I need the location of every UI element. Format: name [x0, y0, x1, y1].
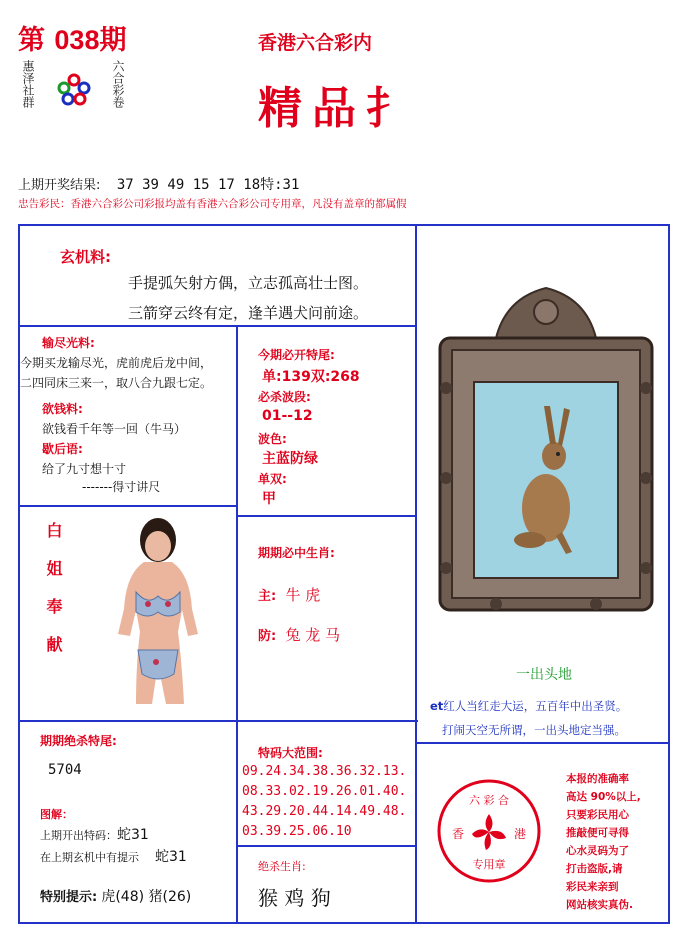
accuracy-line5: 心水灵码为了	[566, 845, 629, 857]
group-right-label: 六合彩卷	[111, 60, 125, 108]
shujin-line2: 二四同床三来一，取八合九跟七定。	[20, 376, 213, 390]
last-result-numbers: 37 39 49 15 17 18特:31	[116, 177, 300, 193]
xiehou-line1: 给了九寸想十寸	[42, 462, 127, 476]
tujie-line2	[40, 846, 187, 866]
zhongsheng-main-label: 主:	[258, 589, 277, 604]
picture-caption: 一出头地	[516, 667, 572, 683]
tishi	[40, 886, 191, 906]
fanwei-line1: 09.24.34.38.36.32.13.	[242, 764, 407, 779]
xiehou-label: 歇后语:	[42, 442, 83, 456]
issue-title	[18, 18, 126, 57]
last-result-label: 上期开奖结果:	[18, 178, 101, 193]
tujie-line2-value: 蛇31	[155, 849, 187, 865]
accuracy-line4: 推敲便可寻得	[566, 827, 629, 839]
zhongsheng-main-value: 牛 虎	[285, 586, 321, 604]
xuanji-line1: 手提弧矢射方偶，立志孤高壮士图。	[128, 274, 369, 292]
accuracy-note	[566, 770, 641, 914]
ornate-frame-rabbit-picture	[426, 278, 666, 618]
zhongsheng-main	[258, 584, 320, 605]
accuracy-line7: 彩民来亲到	[566, 881, 619, 893]
seal-left: 香	[452, 827, 465, 841]
jueshashengxiao-label: 绝杀生肖:	[258, 860, 306, 873]
jueshate-label: 期期绝杀特尾:	[40, 734, 117, 748]
zhongsheng-fang-label: 防:	[258, 629, 277, 644]
accuracy-line3: 只要彩民用心	[566, 809, 629, 821]
shujin-label: 输尽光料:	[42, 336, 95, 350]
tujie-line2-label: 在上期玄机中有提示	[40, 851, 139, 864]
yuqian-text: 欲钱看千年等一回（牛马）	[42, 422, 187, 436]
accuracy-line1: 本报的准确率	[566, 773, 629, 785]
fanwei-line4: 03.39.25.06.10	[242, 824, 352, 839]
top-title: 香港六合彩内	[258, 32, 373, 54]
zhongsheng-fang	[258, 624, 340, 645]
fanwei-label: 特码大范围:	[258, 746, 323, 760]
warning-text: 忠告彩民：香港六合彩公司彩报均盖有香港六合彩公司专用章，凡没有盖章的都属假	[18, 198, 407, 210]
model-photo	[96, 514, 206, 710]
accuracy-line8: 网站核实真伪.	[566, 899, 633, 911]
poem-prefix: et	[430, 699, 444, 713]
tujie-line1	[40, 824, 149, 844]
last-result	[18, 174, 299, 194]
seal-top: 六 彩 合	[469, 794, 509, 807]
xiehou-line2: -------得寸讲尺	[82, 480, 161, 494]
picture-line2: 打闹天空无所谓，一出头地定当强。	[442, 723, 626, 737]
bo-label: 必杀波段:	[258, 390, 311, 404]
jueshate-value: 5704	[48, 762, 82, 778]
main-title: 精品扌	[258, 83, 420, 134]
color-value: 主蓝防绿	[262, 451, 318, 467]
seal-bottom: 专用章	[472, 858, 506, 871]
issue-prefix: 第	[18, 25, 45, 56]
yuqian-label: 欲钱料:	[42, 402, 83, 416]
xuanji-label: 玄机料:	[60, 248, 111, 266]
tujie-line1-value: 蛇31	[117, 827, 149, 843]
te-label: 今期必开特尾:	[258, 348, 335, 362]
group-left-label: 惠泽社群	[21, 60, 35, 108]
bo-value: 01--12	[262, 408, 313, 424]
te-value: 单:139双:268	[262, 369, 360, 385]
accuracy-line6: 打击盗版,请	[566, 863, 623, 875]
lottery-logo	[56, 72, 92, 106]
issue-suffix: 期	[99, 25, 127, 56]
issue-number: 038	[54, 25, 100, 55]
zhongsheng-fang-value: 兔 龙 马	[285, 626, 340, 644]
zhongsheng-label: 期期必中生肖:	[258, 546, 335, 560]
model-caption: 白姐奉献	[44, 522, 63, 674]
tishi-label: 特别提示:	[40, 890, 98, 905]
picture-poem-1: 红人当红走大运，五百年中出圣贤。	[443, 699, 628, 713]
tujie-label: 图解：	[40, 808, 73, 821]
ds-value: 甲	[262, 491, 276, 507]
fanwei-line3: 43.29.20.44.14.49.48.	[242, 804, 407, 819]
fanwei-line2: 08.33.02.19.26.01.40.	[242, 784, 407, 799]
jueshashengxiao-value: 猴 鸡 狗	[258, 886, 331, 910]
seal-right: 港	[514, 827, 527, 841]
picture-line1	[430, 698, 627, 714]
color-label: 波色:	[258, 432, 287, 446]
shujin-line1: 今期买龙输尽光，虎前虎后龙中间，	[20, 356, 213, 370]
ds-label: 单双:	[258, 472, 287, 486]
official-seal	[434, 776, 544, 886]
xuanji-line2: 三箭穿云终有定，逢羊遇犬问前途。	[128, 304, 369, 322]
tujie-line1-label: 上期开出特码：	[40, 829, 117, 842]
accuracy-line2: 高达 90%以上,	[566, 791, 641, 803]
tishi-value: 虎(48) 猪(26)	[101, 889, 192, 905]
